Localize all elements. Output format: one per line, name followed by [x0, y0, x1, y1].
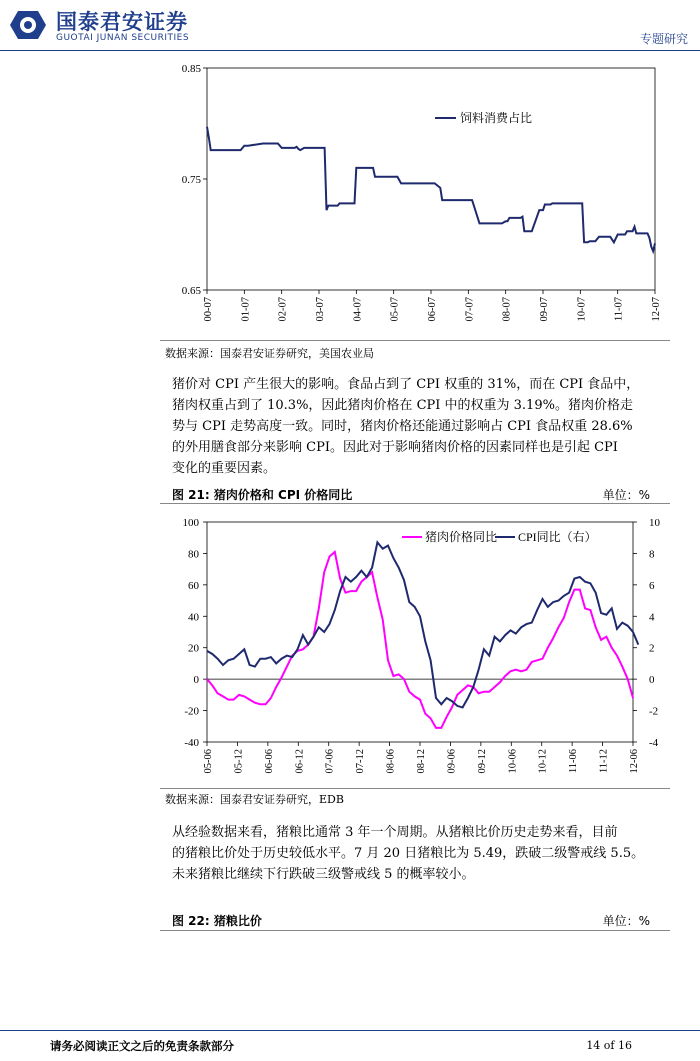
figure-21-source-rule: [160, 788, 670, 789]
y-left-tick-label: -40: [184, 737, 199, 749]
x-tick-label: 05-07: [389, 297, 401, 322]
paragraph-2: [172, 822, 662, 885]
x-tick-label: 05-06: [203, 749, 214, 774]
y-tick-label: 0.85: [181, 63, 201, 75]
paragraph-1: [172, 374, 662, 479]
y-left-tick-label: 40: [188, 611, 199, 624]
x-tick-label: 10-06: [507, 749, 519, 774]
y-left-tick-label: 60: [188, 579, 199, 592]
figure-22-unit: 单位：%: [602, 914, 650, 928]
pork-cpi-chart: [160, 508, 670, 788]
company-name-cn: 国泰君安证券: [56, 10, 188, 34]
figure-21-unit: 单位：%: [602, 488, 650, 502]
x-tick-label: 11-06: [568, 749, 580, 774]
plot-frame: [207, 68, 655, 290]
x-tick-label: 07-06: [324, 749, 336, 774]
x-tick-label: 09-07: [539, 297, 550, 322]
y-right-tick-label: 0: [649, 674, 655, 687]
x-tick-label: 08-06: [385, 749, 397, 774]
paragraph-1-line: 变化的重要因素。: [172, 461, 277, 476]
y-left-tick-label: 20: [188, 642, 199, 655]
y-tick-label: 0.65: [181, 285, 201, 297]
x-tick-label: 00-07: [203, 297, 214, 322]
x-tick-label: 10-12: [537, 749, 549, 774]
paragraph-1-line: 势与 CPI 走势高度一致。同时，猪肉价格还能通过影响占 CPI 食品权重 28.6%: [172, 419, 633, 434]
footer-rule: [0, 1030, 700, 1031]
x-tick-label: 07-12: [355, 749, 367, 774]
series-line-feed-share: [207, 127, 655, 251]
y-right-tick-label: -4: [649, 737, 659, 749]
y-right-tick-label: 10: [649, 517, 660, 529]
x-tick-label: 05-12: [233, 749, 245, 774]
x-tick-label: 12-07: [651, 297, 662, 322]
figure-21-title: 图 21: 猪肉价格和 CPI 价格同比: [172, 488, 353, 502]
x-tick-label: 04-07: [352, 297, 364, 322]
y-left-tick-label: 100: [182, 517, 199, 529]
header: [0, 0, 700, 50]
footer-disclaimer: 请务必阅读正文之后的免责条款部分: [50, 1039, 234, 1053]
page-number: 14 of 16: [586, 1039, 632, 1052]
figure-22-title-rule: [160, 930, 670, 931]
chart1-source: 数据来源：国泰君安证券研究，美国农业局: [165, 347, 374, 360]
y-right-tick-label: 6: [649, 579, 655, 592]
y-right-tick-label: 8: [649, 548, 655, 561]
x-tick-label: 08-07: [501, 297, 513, 322]
x-tick-label: 03-07: [315, 297, 326, 322]
figure-22-title: 图 22: 猪粮比价: [172, 914, 262, 928]
feed-consumption-chart: [160, 58, 670, 338]
x-tick-label: 06-06: [263, 749, 275, 774]
section-label: 专题研究: [639, 32, 688, 46]
x-tick-label: 06-07: [427, 297, 438, 322]
series-line-cpi-yoy: [207, 542, 638, 707]
paragraph-2-line: 的猪粮比价处于历史较低水平。7 月 20 日猪粮比为 5.49，跌破二级警戒线 5.5。: [172, 846, 645, 861]
figure-21-source: 数据来源：国泰君安证券研究，EDB: [165, 793, 344, 806]
company-name-en: GUOTAI JUNAN SECURITIES: [56, 33, 190, 43]
x-tick-label: 01-07: [240, 297, 252, 322]
x-tick-label: 11-12: [598, 749, 610, 774]
y-left-tick-label: 80: [188, 548, 199, 561]
paragraph-2-line: 未来猪粮比继续下行跌破三级警戒线 5 的概率较小。: [172, 867, 475, 882]
paragraph-1-line: 猪价对 CPI 产生很大的影响。食品占到了 CPI 权重的 31%，而在 CPI 食品中，: [172, 377, 640, 392]
x-tick-label: 12-06: [629, 749, 640, 774]
header-rule: [0, 50, 700, 51]
legend-label: 猪肉价格同比: [425, 530, 498, 544]
paragraph-1-line: 猪肉权重占到了 10.3%，因此猪肉价格在 CPI 中的权重为 3.19%。猪肉价格走: [172, 398, 633, 413]
legend-label: CPI同比（右）: [518, 530, 597, 544]
x-tick-label: 09-12: [476, 749, 488, 774]
x-tick-label: 09-06: [446, 749, 458, 774]
y-left-tick-label: 0: [193, 674, 199, 687]
y-right-tick-label: -2: [649, 705, 659, 718]
legend-label: 饲料消费占比: [460, 111, 533, 125]
series-line-pork-price-yoy: [207, 552, 633, 728]
paragraph-1-line: 的外用膳食部分来影响 CPI。因此对于影响猪肉价格的因素同样也是引起 CPI: [172, 440, 618, 455]
x-tick-label: 11-07: [613, 297, 625, 322]
y-right-tick-label: 2: [649, 642, 655, 655]
chart1-source-rule: [160, 340, 670, 341]
y-left-tick-label: -20: [184, 705, 199, 718]
x-tick-label: 06-12: [294, 749, 306, 774]
company-logo-icon: [6, 8, 50, 42]
x-tick-label: 08-12: [416, 749, 427, 774]
x-tick-label: 02-07: [277, 297, 289, 322]
x-tick-label: 10-07: [576, 297, 588, 322]
y-right-tick-label: 4: [649, 611, 655, 624]
paragraph-2-line: 从经验数据来看，猪粮比通常 3 年一个周期。从猪粮比价历史走势来看，目前: [172, 825, 618, 840]
x-tick-label: 07-07: [464, 297, 476, 322]
y-tick-label: 0.75: [181, 174, 201, 186]
plot-frame: [207, 522, 633, 742]
figure-21-title-rule: [160, 503, 670, 504]
